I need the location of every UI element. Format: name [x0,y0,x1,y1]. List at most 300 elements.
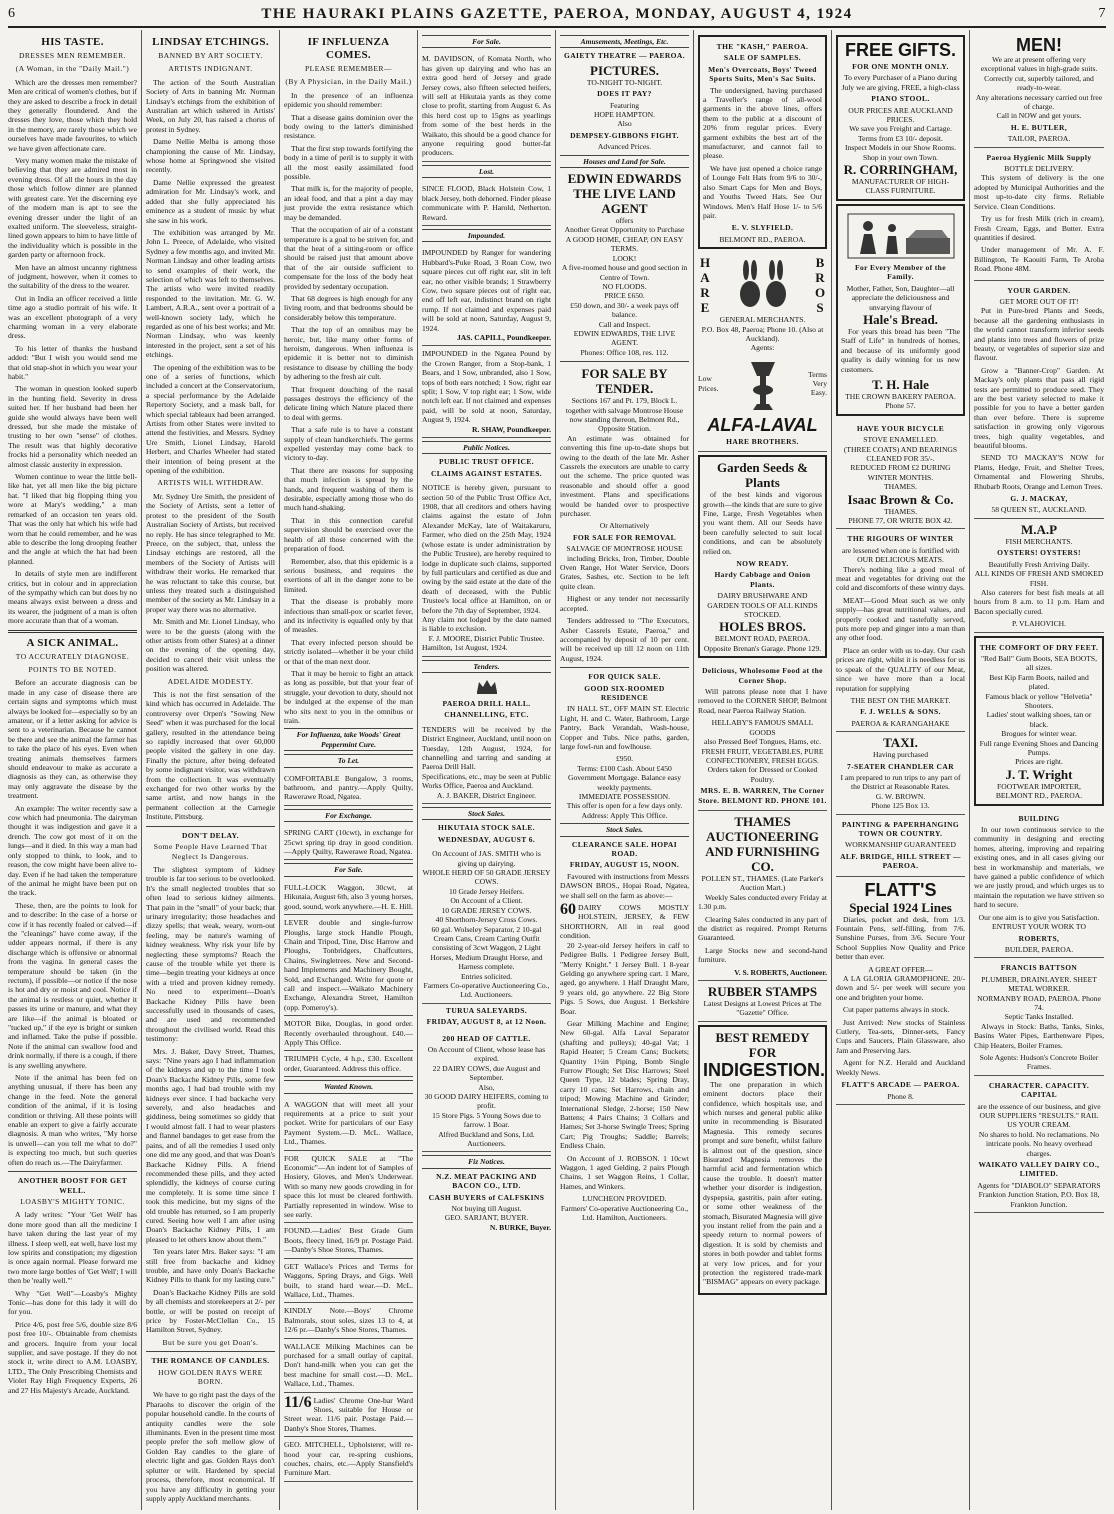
notice-text: TENDERS will be received by the District Engineer, Auckland, until noon on Tuesday, 12th August, 1924, for channelling and tarring and sanding at Paeroa Drill Hall. [422,724,551,772]
ad-line: NOW READY. [736,559,789,568]
ad-line: FRESH FRUIT, VEGETABLES, PURE CONFECTIONERY, FRESH EGGS. [701,746,824,765]
ad-line: P.O. Box 48, Paeroa; Phone 10. (Also at Auckland). [701,324,824,343]
article-subhead: ARTISTS INDIGNANT. [168,64,253,74]
theatre-title: GAIETY THEATRE — PAEROA. [563,51,685,61]
section-header: Public Notices. [422,441,551,454]
ad-signature: H. E. BUTLER, [1010,122,1068,132]
ad-title: BUILDING [1018,813,1060,823]
ad-line: A five-roomed house and good section in Centre of Town. [561,263,688,282]
ad-title: THAMES AUCTIONEERING AND FURNISHING CO. [705,813,820,874]
divider [560,361,689,362]
ad-line: TAILOR, PAEROA. [1007,134,1071,144]
article-credit: (By A Physician, in the Daily Mail.) [285,77,412,87]
stock-sale [422,1029,551,1153]
article-subhead: BANNED BY ART SOCIETY. [158,51,263,60]
classified-ad: KINDLY Note.—Boys' Chrome Balmorals, stout soles, sizes 13 to 4, at 12/6 pr.—Danby's Shoe Stores, Thames. [284,1303,413,1338]
ad-paragraph: Clearing Sales conducted in any part of the district as required. Prompt Returns Guaranteed. [698,914,827,943]
article-subhead: ARTISTS WILL WITHDRAW. [157,478,264,488]
ad-line: NORMANBY ROAD, PAEROA. Phone 74. [977,993,1101,1012]
classified-ad [422,245,551,346]
classified-ad: GEO. MITCHELL, Upholsterer, will re-hood your car, re-spring cushions, couches, chairs, etc.—Apply Stansfield's Furniture Mart. [284,1437,413,1482]
ad-line: We are at present offering very exceptional values in high-grade suits. [980,55,1098,74]
divider [560,667,689,668]
article-paragraph: In the presence of an influenza epidemic you should remember: [284,90,413,110]
hare-bros-banner [698,255,827,315]
ad-line: Septic Tanks Installed. [1004,1012,1074,1022]
notice-subtitle: CLAIMS AGAINST ESTATES. [430,468,543,478]
notice-text: Not buying till August. [451,1204,522,1214]
sale-line: 40 Shorthorn-Jersey Cross Cows. [435,915,538,925]
ad-line: THAMES. [883,482,918,492]
ad-line: No shares to hold. No reclamations. No intricate pools. No heavy overhead charges. [978,1129,1100,1158]
ad-signature: J. T. Wright [1005,766,1073,782]
ad-line: WORKMANSHIP GUARANTEED [845,840,956,850]
ad-line: Address: Apply This Office. [581,810,668,820]
sale-heading: CLEARANCE SALE. HOPAI ROAD. [571,839,678,859]
ad-line: Call and Inspect. [598,319,651,329]
ad-line: Prices are right. [1015,757,1063,767]
ad-line: THE CROWN BAKERY PAEROA. Phone 57. [845,391,956,411]
columns [4,30,1110,1510]
bicycle-ad [836,419,965,530]
ad-line: £950. [615,754,634,764]
notice-date: Hamilton, 1st August, 1924. [422,643,508,653]
ad-line: Latest Designs at Lowest Prices at The "Gazette" Office. [703,999,822,1018]
section-header: Tenders. [422,660,551,673]
article-headline: HIS TASTE. [41,36,104,48]
notice-signature: N. BURKE, Buyer. [489,1222,551,1232]
divider [146,826,275,827]
sale-line: 22 DAIRY COWS, due August and September. [432,1063,541,1083]
article-paragraph: That every infected person should be strictly isolated—whether it be your child or that of the man next door. [284,637,413,666]
ad-line: IMMEDIATE POSSESSION. [578,792,671,801]
article-paragraph: Women continue to wear the little bell-like hat, yet all men like the big picture hat. "I liked that big flopping thing you wore at Mary's wedding," a man remarked of an occasion ten years old. That was the only hat which his wife had worn that he could remember, and he was able to describe the long drooping feather and the angle at which the hat had been planned. [8,472,137,566]
ad-line: MANUFACTURER OF HIGH-CLASS FURNITURE. [851,177,950,196]
ad-paragraph: Agent for N.Z. Herald and Auckland Weekly News. [836,1058,965,1077]
ad-line: PAEROA & KARANGAHAKE [851,718,950,728]
ad-line: Terms Very Easy. [808,369,827,398]
ad-line: POLLEN ST., THAMES. (Late Parker's Auction Mart.) [701,873,824,893]
cream-separator-icon [743,356,783,412]
ad-paragraph: MEAT—Good Meat such as we only supply—has great nutritional values, and properly cooked and tastefully served, puts more pep and ginger into a man than any other food. [836,595,965,643]
ad-line: This offer is open for a few days only. [566,801,683,811]
ad-signature: T. H. Hale [872,376,929,392]
hales-bread-ad [836,204,965,416]
ad-line: Frankton Junction Station, P.O. Box 18, Frankton Junction. [978,1190,1100,1209]
ad-line: Phone 125 Box 13. [871,801,930,811]
sale-title: TURUA SALEYARDS. [445,1005,528,1015]
ad-title: TAXI. [883,735,918,751]
column-8 [970,30,1108,1510]
newspaper-title: THE HAURAKI PLAINS GAZETTE, PAEROA, MONDAY, AUGUST 4, 1924 [261,5,853,22]
ad-line: THE BEST ON THE MARKET. [850,695,951,705]
article-credit: (A Woman, in the "Daily Mail.") [15,64,130,74]
notice-subtitle: CASH BUYERS of CALFSKINS [428,1192,545,1202]
ad-line: "Red Ball" Gum Boots, SEA BOOTS, all sizes. [980,653,1098,673]
article-subhead: TO ACCURATELY DIAGNOSE. [15,651,130,661]
ad-title: Special 1924 Lines [849,899,952,915]
ad-line: Or Alternatively [599,521,650,531]
ad-line: Opposite Brenan's Garage. Phone 129. [703,643,822,653]
sale-signature: Farmers Co-operative Auctioneering Co., Ltd. Auctioneers. [423,980,550,1000]
public-notice [422,480,551,656]
ad-line: EDWIN EDWARDS, THE LIVE AGENT. [573,328,676,348]
ad-price: 11/6 [284,1393,312,1411]
ad-line: Terms: £100 Cash. About £450 Government Mortgage. Balance easy weekly payments. [567,763,682,792]
classified-ad [422,346,551,438]
ad-signature: HARE BROTHERS. [726,436,799,446]
article-headline: THE ROMANCE OF CANDLES. [151,1356,270,1366]
sale-line: 10 GRADE JERSEY COWS. [441,905,532,915]
ad-line: HELLABY'S FAMOUS SMALL GOODS [711,718,814,737]
ad-paragraph: On Account of J. ROBSON. 1 10cwt Waggon, 1 aged Gelding, 2 pairs Plough Chains, 1 set Waggon Reins, 1 Collar, Hames, and Winkers. [560,1153,689,1191]
ad-signature: MRS. E. B. WARREN, The Corner Store. BELMONT RD. PHONE 101. [698,786,827,805]
ad-title: Garden Seeds & Plants [717,460,808,491]
article-headline: DON'T DELAY. [181,830,240,840]
section-header: Houses and Land for Sale. [560,155,689,168]
section-header: Amusements, Meetings, Etc. [560,35,689,48]
article-paragraph: The slightest symptom of kidney trouble is far too serious to be overlooked. It's the small neglected troubles that so often lead to serious kidney ailments. That pain in the "small" of your back; that urinary irregularity; those headaches and dizzy spells; that weak, weary, worn-out feeling, may be nature's warning of kidney weakness. Why risk your life by neglecting these symptoms? Reach the cause of the trouble while yet there is time—begin treating your kidneys at once with a tried and proven kidney remedy. No need to experiment—Doan's Backache Kidney Pills have been successfully used in thousands of cases, and are used and recommended throughout the civilised world. Read this testimony: [146,864,275,1044]
ad-line: Inspect Models in our Show Rooms. [845,143,956,153]
ad-line: ENTRUST YOUR WORK TO [992,922,1086,932]
ad-line: Farmers' Co-operative Auctioneering Co., Ltd. Hamilton, Auctioneers. [560,1203,689,1223]
ad-title: Hardy Cabbage and Onion Plants. [714,570,811,589]
sale-title: HIKUTAIA STOCK SALE. [437,823,536,833]
ad-line: FOOTWEAR IMPORTER, BELMONT RD., PAEROA. [995,781,1083,801]
ad-paragraph: The one preparation in which eminent doctors place their confidence, which hospitals use, and which nurses and general public alike unite in recommending is Bisurated Magnesia. This remedy secures prompt and sure benefit, whilst failure is almost out of the question, since Bisurated Magnesia removes the harmful acid and fermentation which cause the trouble. It doesn't matter whether your disorder is indigestion, dyspepsia, gastritis, pain after eating, or some other weakness of the stomach, Bisurated Magnesia will give you instant relief from the pain and a speedy return to normal powers of digestion. It is sold by chemists and stores in both powder and tablet forms at very low prices, and for your protection the registered trade-mark "BISMAG" appears on every package. [703,1079,822,1287]
notice-title: N.Z. MEAT PACKING AND BACON CO., LTD. [436,1171,537,1191]
garden-ad [974,281,1104,519]
ad-line: ALL KINDS OF FRESH AND SMOKED FISH. [974,569,1104,588]
article-paragraph: Mr. Sydney Ure Smith, the president of the Society of Artists, sent a letter of protest to the president of the South Australian Society of Artists, but received no reply. He has since telegraphed to Mr. Preece, on the subject, that, unless the Lindsay etchings are restored, all the members of the Society of Artists will withdraw their works. He remarked that he was reluctant to take this course, but unless they treated such a distinguished member of the society as Mr. Lindsay in a proper way there was no alternative. [146,491,275,614]
ad-line: Another Great Opportunity to Purchase [564,225,685,235]
kash-ad [698,35,827,249]
section-header: Stock Sales. [422,807,551,820]
classified-ad [284,1393,413,1438]
meats-ad [836,529,965,732]
ad-line: (THREE COATS) AND BEARINGS CLEANED FOR 35/-. [843,444,958,463]
classified-ad: LEVER double and single-furrow Ploughs, large stock Handle Plough, Chain and Tripod, Tine, Disc Harrow and Ploughs, Tonbridgers, Chaffcutters, Chains, Swingletrees. New and Second-hand Implements and Machinery Bought, Sold, and Exchanged. Write for quote or call and inspect.—Waikato Machinery Exchange, Alexandra Street, Hamilton (opp. Pomeroy's). [284,915,413,1016]
column-2 [142,30,280,1510]
ad-paragraph: For years this bread has been "The Staff of Life" in hundreds of homes, and because of its uniformly good quality is daily winning for us new customers. [841,326,960,374]
ad-paragraph: including Bricks, Iron, Timber, Double Oven Range, Hot Water Service, Doors Grates, Sashes, etc. Section to be left quite clean. [560,553,689,591]
sale-heading: FOR QUICK SALE. [588,672,661,682]
ad-signature: G. J. MACKAY, [1010,494,1068,504]
article-paragraph: Out in India an officer received a little time ago a studio portrait of his wife. It was an excellent photograph of a very charming woman in a very elaborate dress. [8,293,137,341]
sale-line [560,903,689,941]
crown-emblem-icon [422,677,551,695]
sale-line: Entries solicited. [460,971,513,981]
ad-signature: R. CORRINGHAM, [843,162,958,178]
corner-shop-ad [698,661,827,811]
ad-line: Orders taken for Dressed or Cooked Poultry. [707,765,818,784]
ad-line: We save you Freight and Cartage. [849,124,952,134]
article-subhead: Some People Have Learned That Neglect Is Dangerous. [153,842,268,861]
article-paragraph: Dame Nellie Melba is among those championing the cause of Mr. Lindsay, whose home at Springwood she visited recently. [146,137,275,175]
rubber-stamps-ad [698,981,827,1022]
article-subhead: PLEASE REMEMBER— [305,64,392,73]
sale-heading: FRIDAY, AUGUST 15, NOON. [569,860,680,870]
agent-brand: EDWIN EDWARDS THE LIVE LAND AGENT [567,171,682,217]
divider [146,1351,275,1352]
section-header: To Let. [284,754,413,767]
ad-line: BELMONT RD., PAEROA. [719,234,806,244]
garden-seeds-ad [698,455,827,658]
ad-text: IMPOUNDED by Ranger for wandering Hubbard's-Puke Road, 3 Roan Cow, two square pieces cut off right ear, slit in left ear, no other visible brands; 1 Strawberry Cow, two square pieces out of right ear, end off left ear, indistinct brand on right rump. If not claimed and expenses paid will be sold at noon, Saturday, August 9, 1924. [422,248,551,333]
article-paragraph: That the occupation of air of a constant temperature is a goal to be striven for, and that the heat of a sitting-room or office should be raised just that amount above that of the air outside sufficient to compensate for the loss of the body heat provided by sedentary occupation. [284,225,413,291]
ad-title: M.A.P [1020,521,1058,537]
ad-line: I am prepared to run trips to any part of the District at Reasonable Rates. [840,772,961,792]
ad-line: Correctly cut, superbly tailored, and ready-to-wear. [984,73,1094,93]
ad-line: Mother, Father, Son, Daughter—all appreciate the deliciousness and unvarying flavour of [846,283,955,312]
ad-line: offers [615,216,634,226]
ad-signature: ROBERTS, [1018,933,1060,943]
ad-line: 58 QUEEN ST., AUCKLAND. [991,505,1087,515]
family-illustration-icon [841,212,960,260]
ad-paragraph: A LA GLORIA GRAMOPHONE. 20/- down and 5/- per week will secure you one and brighten your home. [836,974,965,1002]
article-paragraph: Note if the animal has been fed on anything unusual, if there has been any change in the feed. Note the general condition of the animal, if it is losing condition or thriving. All these points will enable an expert to give a fairly accurate diagnosis. A man who writes, "My horse is unwell—can you tell me what to do?" is expecting too much, but such queries often do reach us.—The Dairyfarmer. [8,1073,137,1167]
article-paragraph: These, then, are the points to look for and to describe: In the case of a horse or cow if it has recently foaled or calved—if the "cleanings" have come away, if the udder appears normal, if there is any discharge which is offensive or abnormal from the vagina. In general cases the temperature should be taken (in the rectum), if possible—or notice if the nose is hot and dry or moist and cool. Notice if the animal is restless or quiet, whether it passes its urine or manure, and what they are like—if the animal is bloated or "tucked up," if the eye is bright or sunken and inflamed. Take the pulse if possible. Note if the animal can swallow food and drink normally, if there is a cough, if there is any swelling anywhere. [8,900,137,1070]
ad-line: £50 down, and 30/- a week pays off balance. [570,300,679,320]
ad-line: Phones: Office 108, res. 112. [580,347,669,357]
notice-signature: A. J. BAKER, District Engineer. [436,790,537,800]
film-title: DEMPSEY-GIBBONS FIGHT. [570,130,679,140]
article-paragraph: An example: The writer recently saw a cow which had pneumonia. The dairyman thought it was indigestion and gave it a drench. The cow got most of it on the lungs—and it died. In this way a man had only stopped to think, to look, and to reason, the cow might have been alive to-day. Even if he had taken the temperature of the animal he might have been put on the track. [8,803,137,898]
milk-supply-ad [974,148,1104,281]
ad-signature: Isaac Brown & Co. [847,491,954,507]
ad-paragraph: Diaries, pocket and desk, from 1/3. Fountain Pens, self-filling, from 7/6. Sunshine Purses, from 3/6. Secure Your School Supplies Now Quality and Price better than ever. [836,914,965,962]
article-paragraph: That the top of an omnibus may be heroic, but, like many other forms of heroism, dangerous. When influenza is epidemic it is better not to diminish resistance to disease by chilling the body by adhering to the fresh air cult. [284,325,413,382]
classified-ad: FULL-LOCK Waggon, 30cwt, at Hikutaia, August 6th, also 3 young horses, good, sound, work anywhere.—H. E. Hill. [284,880,413,915]
ad-line: PHONE 77, OR WRITE BOX 42. [848,516,953,525]
butler-ad [974,32,1104,148]
hare-word: HARE [699,255,711,316]
ad-line: Shop in your own Town. [862,152,939,162]
ad-line: DAIRY BRUSHWARE AND GARDEN TOOLS OF ALL KINDS STOCKED. [707,591,818,620]
article-paragraph: The woman in question looked superb in the hunting field. Severity in dress suited her. If her husband had been her guide she would always have been well dressed, but she made the mistake of trusting to her own "sense" of clothes. The result was that highly decorative frocks hid a personality which needed an almost classic austerity in expression. [8,384,137,469]
article-paragraph: Before an accurate diagnosis can be made in any case of disease there are certain signs and symptoms which must always be looked for—especially so by an amateur, or if a letter asking for advice is sent to a veterinarian. Because he cannot be there and see the animal the farmer has to take the place of his eyes. Even when treating animals themselves farmers should endeavour to make as accurate a diagnosis as they can, as otherwise they may only aggravate the disease by the treatment. [8,678,137,801]
sale-line: 30 GOOD DAIRY HEIFERS, coming to profit. [424,1092,549,1111]
ad-signature: HOLES BROS. [719,619,806,635]
ad-title: MEN! [1016,35,1062,55]
thames-auction-ad [698,811,827,981]
divider [8,630,137,633]
ad-line: STOVE ENAMELLED. [863,435,938,445]
ad-line: OUR SUPPLIERS "RESULTS." RAIL US YOUR CREAM. [979,1111,1099,1130]
ad-line: REDUCED FROM £2 DURING WINTER MONTHS. [850,463,951,482]
ad-paragraph: This system of delivery is the one adopted by Municipal Authorities and the most up-to-date city firms. Reliable Service. Clean Conditions. [974,173,1104,211]
ad-title: HAVE YOUR BICYCLE [856,423,945,433]
tender-notice [422,722,551,804]
ad-title: FOR ONE MONTH ONLY. [852,62,949,71]
article-subhead: POINTS TO BE NOTED. [28,664,117,674]
ad-line: Full range Evening Shoes and Dancing Pumps. [979,738,1099,757]
article-paragraph: Ten years later Mrs. Baker says: "I am still free from backache and kidney trouble, and have only Doan's Backache Kidney Pills to thank for my lasting cure." [146,1247,275,1285]
section-header: For Sale. [422,35,551,48]
notice-title: PUBLIC TRUST OFFICE. [438,457,535,467]
rabbits-icon [728,260,798,310]
classified-ad: MOTOR Bike, Douglas, in good order. Recently overhauled throughout. £40.—Apply This Office. [284,1016,413,1051]
ad-line: Best Kip Farm Boots, nailed and plated. [989,672,1089,692]
ad-paragraph: Always in Stock: Baths, Tanks, Sinks, Basins Water Pipes, Earthenware Pipes, Chip Heaters, Boiler Frames. [974,1021,1104,1050]
ad-text: IMPOUNDED in the Ngatea Pound by the Crown Ranger, from a Stop-bank, 1 Bears, and 1 Sow, unbranded, also 1 Sow, tops of both ears notched; 1 Sow, right ear split; 1 Sow, V top right ear; 1 Sow, wide notch left ear. If not claimed and expenses paid, will be sold at noon, Saturday, August 9, 1924. [422,349,551,425]
ad-line: BUILDER, PAEROA. [1004,944,1074,954]
sale-date: FRIDAY, AUGUST 8, at 12 Noon. [426,1017,547,1027]
ad-title: CHARACTER. CAPACITY. CAPITAL [988,1080,1090,1100]
ad-line: Sections 167 and Pt. 179, Block L. [571,396,678,406]
article-paragraph: Doan's Backache Kidney Pills are sold by all chemists and storekeepers at 2/- per bottle, or will be posted on receipt of price by Foster-McClellan Co., 15 Hamilton Street, Sydney. [146,1287,275,1335]
classified-ad: TRIUMPH Cycle, 4 h.p., £30. Excellent order, Guaranteed. Address this office. [284,1051,413,1077]
ad-line: Low Prices. [698,374,719,393]
ad-title: SALE OF SAMPLES. [723,53,802,63]
ad-paragraph: Place an order with us to-day. Our cash prices are right, whilst it is needless for us to speak of the QUALITY of our Meat, since we have more than a local reputation for supplying [836,645,965,693]
classified-ad: SINCE FLOOD, Black Holstein Cow, 1 black Jersey, both dehorned. Finder please communicate with P. Harold, Netherton. Reward. [422,181,551,226]
ad-paragraph: Just Arrived: New stocks of Stainless Cutlery, Tea-sets, Dinner-sets, Fancy Cups and Saucers, Plain Glassware, also Jam and Preserving Jars. [836,1017,965,1055]
article-paragraph: Mr. Smith and Mr. Lionel Lindsay, who were to be the guests (along with the other artists from other States) at a dinner on the evening of the opening day, decided to cancel their visit unless the position was altered. [146,617,275,674]
ad-paragraph: In our town continuous service to the community in designing and erecting homes, altering, improving and repairing existing ones, and in all cases giving our best in workmanship and materials, we have gained a public confidence of which we are justly proud, and which urges us to maintain the reputation we have striven so hard to secure. [974,825,1104,910]
ad-title: BEST REMEDY FOR [715,1029,810,1060]
article-paragraph: In details of style men are indifferent critics, but in colour and in appreciation of the sympathy which can but does by no means always exist between a dress and its wearer, the judgment of a man is often more accurate than that of a woman. [8,569,137,626]
article-paragraph: This is not the first sensation of the kind which has occurred in Adelaide. The controversy over Orpen's "Sowing New Seed" when it was purchased for the local gallery, resulted in the attendance being so rapidly increased that over 60,000 people visited the gallery in one day. Finally the picture, after being defeated by some indignant visitor, was withdrawn from the collection. It was eventually exchanged for two other works by the same artist, and now hangs in the permanent collection at the Carnegie Institute, Pittsburg. [146,690,275,822]
article-headline: IF INFLUENZA COMES. [307,36,390,61]
page-number-right: 7 [1098,6,1106,21]
sale-line: WHOLE HERD OF 50 GRADE JERSEY COWS. [422,868,551,887]
alfa-laval-logo: ALFA-LAVAL [707,414,818,435]
ad-line: Having purchased [872,750,929,760]
notice-signature: F. J. MOORE, District Public Trustee. [428,633,545,643]
flatts-ad [836,877,965,1105]
ad-paragraph: There's nothing like a good meal of meat and vegetables for driving out the cold and discomforts of these wintry days. [836,564,965,593]
ad-paragraph: of the best kinds and vigorous growth—the kinds that are sure to give Fine, Large, Fresh Vegetables when you want them. All our Seeds have been carefully selected to suit local conditions, and can be absolutely relied on. [703,490,822,556]
column-7 [832,30,970,1510]
classified-ad: A WAGGON that will meet all your requirements at a price to suit your pocket. Write for particulars of our Easy Payment System.—D. McL. Wallace, Ltd., Thames. [284,1097,413,1151]
notice-signature: GEO. SARJANT, BUYER. [444,1213,529,1223]
article-paragraph: Very many women make the mistake of believing that they are admired most in evening dress. Of all the hours in the day those which follow dinner are planned with greatest care. Yet the discerning eye of the modern man is apt to see the evening dresser under the light of an exalted uniform. The sleeveless, straight-lined gown appears to him to have little of the individuality which is possible in the garden party or afternoon frock. [8,156,137,260]
ad-line: PLUMBER, DRAINLAYER. SHEET METAL WORKER. [981,974,1097,994]
sale-line: 15 Store Pigs. 5 Young Sows due to farrow. 1 Boar. [432,1110,541,1130]
article-paragraph: That there are reasons for supposing that much infection is spread by the hands, and frequent washing of them is desirable, especially among those who do much hand-shaking. [284,465,413,513]
article-paragraph: Which are the dresses men remember? Men are critical of women's clothes, but if they are asked to describe a frock in detail they generally floundered. And the dresses they love, those which they hold in the memory, are rarely those which we ourselves have made favourites, to which we have given affectionate care. [8,77,137,153]
notice-text: NOTICE is hereby given, pursuant to section 50 of the Public Trust Office Act, 1908, that all creditors and others having claims against the estate of John Alexander McKay, late of Waitakaruru, Farmer, who died on the 25th May, 1924 (whose estate is under administration by the Public Trustee), are hereby required to lodge in duplicate such claims, supported by full particulars and certified as due and owing by the said estate at the date of the death of deceased, with the Public Trustee's local office at Hamilton, on or before the 7th day of September, 1924. [422,483,551,615]
ad-paragraph: Try us for fresh Milk (rich in cream), Fresh Cream, Eggs, and Butter. Extra quantities if desired. [974,214,1104,242]
theatre-line: TO-NIGHT TO-NIGHT. [586,77,663,87]
column-1 [4,30,142,1510]
article-subhead: ADELAIDE MODESTY. [167,676,254,686]
page-number-left: 6 [8,6,16,21]
ad-line: Phone 8. [887,1091,914,1101]
sale-line: Also, [478,1082,495,1092]
ad-paragraph: Tenders addressed to "The Executors, Asher Cassrels Estate, Paeroa," and accompanied by deposit of 10 per cent. will be received up till 12 noon on 11th August, 1924. [560,616,689,663]
notice-subtitle: CHANNELLING, ETC. [444,710,529,720]
ad-line: LUNCHEON PROVIDED. [582,1194,667,1204]
article-paragraph: That the disease is probably more infectious than small-pox or scarlet fever, and its infectivity is equalled only by that of measles. [284,597,413,635]
ad-line: are the essence of our business, and give [977,1101,1101,1111]
hare-bros-ad [698,252,827,452]
ad-line: 7-SEATER CHANDLER CAR [846,761,955,771]
stock-sale [422,846,551,1004]
theatre-line: Featuring [609,100,640,110]
ad-paragraph: Large Stocks new and second-hand furniture. [698,945,827,965]
ad-signature: WAIKATO VALLEY DAIRY CO., LIMITED. [978,1160,1100,1179]
ad-line: GET MORE OUT OF IT! [999,296,1079,306]
classified-ad: SPRING CART (10cwt), in exchange for 25cwt spring tip dray in good condition.—Apply Quilty, Rawerawe Road, Ngatea. [284,825,413,860]
ad-line: FISH MERCHANTS. [1005,536,1073,546]
classified-ad: COMFORTABLE Bungalow, 3 rooms, bathroom, and pantry.—Apply Quilty, Rawerawe Road, Ngatea. [284,771,413,806]
ad-paragraph: Also caterers for best fish meals at all hours from 8 a.m. to 11 p.m. Ham and Bacon specially cured. [974,587,1104,616]
ad-line: NO FLOODS. [602,281,647,291]
column-6 [694,30,832,1510]
article-subhead: HOW GOLDEN RAYS WERE BORN. [158,1367,263,1387]
ad-title: FRANCIS BATTSON [1000,963,1078,973]
ad-title: OYSTERS! OYSTERS! [997,548,1081,558]
article-paragraph: We have to go right past the days of the Pharaohs to discover the origin of the popular household candle. In the courts of antiquity candles were the sole illuminants. Even in the present time most people prefer the soft mellow glow of Golden Ray candles to the glare of electric light and gas. Golden Rays don't splutter or wilt. Hardened by special process, therefore, most economical. If you have any difficulty in getting your supply apply Auckland merchants. [146,1390,275,1503]
ad-paragraph: SEND TO MACKAY'S NOW for Plants, Hedge, Fruit, and Shelter Trees, Ornamental and Flowering Shrubs, Rhubarb Roots, Orange and Lemon Trees. [974,453,1104,491]
ad-signature: FLATT'S ARCADE — PAEROA. [841,1080,960,1090]
ad-line: THAMES. [883,506,918,516]
sale-line: On Account of Client, whose lease has expired. [427,1044,546,1064]
ad-title: INDIGESTION. [703,1059,826,1080]
ad-line: LOOK! [612,253,637,263]
article-paragraph: To his letter of thanks the husband added: "But I wish you would send me that old snap-shot in which you wear your habit." [8,343,137,381]
article-paragraph: Mrs. J. Baker, Davy Street, Thames, says: "Nine years ago I had inflammation of the kidneys and up to the time I took Doan's Backache Kidney Pills, some few months ago, I had bad trouble with my kidneys ever since. I had backache very severely, and also headaches and giddiness, being sometimes so giddy that I would almost fall. I had to wear plasters and flannel bandages to get ease from the pains, and of all the remedies I used only one did me any good, and that was Doan's Backache Kidney Pills. A friend recommended these pills, and they acted splendidly, the kidneys of course curing me completely. It is some time since I took this medicine, but my signs of the old trouble has returned, so I am properly cured. Seeing how well I am after using Doan's Backache Kidney Pills, I am pleased to let others know about them." [146,1046,275,1244]
column-5 [556,30,694,1510]
ad-paragraph: Cut paper patterns always in stock. [843,1005,950,1015]
sale-count: 60 [560,901,576,919]
column-3 [280,30,418,1510]
ad-paragraph: Highest or any tender not necessarily accepted. [560,594,689,613]
ad-line: OUR PRICES ARE AUCKLAND PRICES. [848,105,953,125]
ad-paragraph: The undersigned, having purchased a Traveller's range of all-wool garments in the above lines, offers them to the public at a discount of 20% from regular prices. Every garment exhibits the best art of the manufacturer, and cannot fail to please. [703,85,822,161]
sale-line: 60 gal. Wolseley Separator, 2 10-gal Cream Cans, Cream Carting Outfit consisting of 3cwt Waggon, 2 Light Horses, Medium Draught Horse, and Harness complete. [430,924,543,972]
article-paragraph: Price 4/6, post free 5/6, double size 8/6 post free 10/-. Obtainable from chemists and grocers. Inquire from your local supplier, and save postage. If they do not stock it, write direct to A.M. LOASBY, LTD., The Only Prescribing Chemists and Violet Ray High Frequency Experts, 26 and 27 His Majesty's Arcade, Auckland. [8,1319,137,1395]
article-paragraph: Dame Nellie expressed the greatest admiration for Mr. Lindsay's work, and added that she fully appreciated his eminence as a student of music by what she saw in his work. [146,177,275,225]
ad-title: FREE GIFTS. [844,40,956,60]
ad-line: together with salvage Montrose House now standing thereon, Belmont Rd., Opposite Station. [565,405,684,434]
tender-heading: FOR SALE BY TENDER. [581,366,668,397]
classified-ad: FOUND.—Ladies' Best Grade Gum Boots, fleecy lined, 16/9 pr. Postage Paid.—Danby's Shoe Stores, Thames. [284,1223,413,1258]
article-tagline: For Influenza, take Woods' Great Peppermint Cure. [284,728,413,751]
ad-line: A GOOD HOME, CHEAP, ON EASY TERMS. [565,234,684,254]
tender-heading: FOR SALE FOR REMOVAL [572,532,677,542]
ad-line: BOTTLE DELIVERY. [1004,164,1074,174]
ad-line: Beautifully Fresh Arriving Daily. [988,559,1090,569]
ad-title: YOUR GARDEN. [1007,285,1071,295]
ad-title: THE COMFORT OF DRY FEET. [979,642,1099,652]
sale-line: 10 Grade Jersey Heifers. [448,886,525,896]
ad-paragraph: Favoured with instructions from Messrs DAWSON BROS., Hopai Road, Ngatea, we shall sell on the farm as above:— [560,871,689,900]
ad-line: are lessened when one is fortified with OUR DELICIOUS MEATS. [841,545,960,565]
ad-paragraph: Gear Milking Machine and Engine; New 60-gal. Alfa Laval Separator (shafting and pulleys); 40-gal Vat; 1 Rapid Heater; 5 Cream Cans; Buckets; Quantity 1½in Piping, Bomb Single Furrow Plough; Set Disc Harrows; Steel Queen Type, 12 blades; Spring Dray, carry 10 cans; Set Harrows, chain and tripod; Mowing Machine and Grinder; International Sledge, 2-horse; 150 New Battens; 4 Pairs Chains; 3 Collars and Hames; Set 3-horse Swingle Trees; Spring Cart; Pig Troughs; Saddle; Barrels; Endless Chain. [560,1018,689,1151]
ad-title: RUBBER STAMPS [707,984,818,999]
ad-title: Men's Overcoats, Boys' Tweed Sports Suits, Men's Sac Suits. [708,64,817,84]
sale-signature: Alfred Buckland and Sons, Ltd. Auctioneers. [438,1129,535,1149]
ad-line: Ladies' stout walking shoes, tan or black. [986,710,1092,729]
notice-title: PAEROA DRILL HALL. [442,698,531,708]
bros-word: BROS [814,255,826,316]
ad-title: FLATT'S [864,879,937,900]
article-paragraph: That 68 degrees is high enough for any living room, and that bedrooms should be considerably below this temperature. [284,293,413,322]
ad-title: PIANO STOOL. [871,94,930,104]
article-paragraph: That it may be heroic to fight an attack as long as possible, but that your fear of struggle, your devotion to duty, should not be indulged at the expense of the man who sits next to you in the omnibus or train. [284,668,414,725]
indigestion-ad [698,1025,827,1295]
article-paragraph: That frequent douching of the nasal passages destroys the efficiency of the delicate lining which Nature placed there to deal with germs. [284,384,413,422]
article-paragraph: A lady writes: "Your 'Get Well' has done more good than all the medicine I have taken during the last year of my illness. I sleep well, eat well, have lost my low spirits and constipation; my digestion is once again normal. Please forward me two more large bottles of 'Get Well'; I will then be 'really well.'" [8,1210,137,1286]
classified-ad: GET Wallace's Prices and Terms for Waggons, Spring Drays, and Gigs. Well built, to stand hard wear.—D. McL. Wallace, Ltd., Thames. [284,1259,413,1304]
fish-ad [974,519,1104,633]
article-paragraph: That in this connection careful supervision should be exercised over the health of all those concerned with the preparation of food. [284,515,413,554]
ad-title: Delicious, Wholesome Food at the Corner Shop. [702,666,823,685]
classified-ad: M. DAVIDSON, of Komata North, who has given up dairying and who has an extra good herd of Jersey and grade Jersey cows, also fifteen selected heifers, will sell at Hikutaia yards as they come close to profit, starting from August 6. As this herd cost up to 15gns as yearlings from some of the best herds in the Waikato, this should be a good chance for anyone requiring good butter-fat producers. [422,51,551,161]
